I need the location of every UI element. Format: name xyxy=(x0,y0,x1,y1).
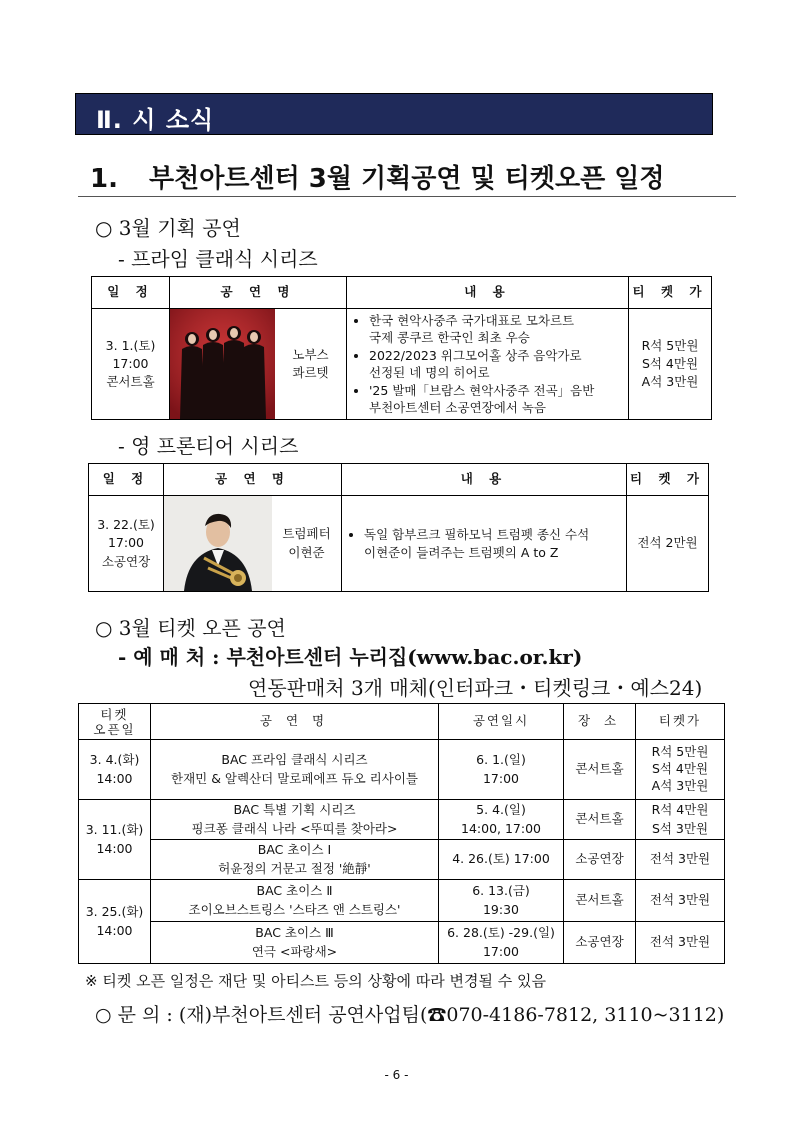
venue: 콘서트홀 xyxy=(564,880,636,922)
page-heading xyxy=(90,158,664,195)
young-frontier-label: - 영 프론티어 시리즈 xyxy=(118,434,299,458)
quartet-photo xyxy=(170,309,275,420)
performer-name: 노부스 콰르텟 xyxy=(275,309,347,420)
col-price: 티 켓 가 xyxy=(629,277,712,309)
table-row xyxy=(79,740,725,800)
ticket-price: 전석 3만원 xyxy=(636,880,725,922)
description-bullet: • 한국 현악사중주 국가대표로 모차르트 국제 콩쿠르 한국인 최초 우승 xyxy=(369,312,622,347)
performance-description xyxy=(342,496,627,592)
prime-series-label: - 프라임 클래식 시리즈 xyxy=(118,247,318,271)
trumpeter-photo xyxy=(164,496,272,592)
table-row xyxy=(79,840,725,880)
page-number: - 6 - xyxy=(384,1068,409,1082)
table-row xyxy=(79,880,725,922)
col-price: 티켓가 xyxy=(636,704,725,740)
col-title: 공 연 명 xyxy=(151,704,439,740)
open-date: 3. 4.(화) 14:00 xyxy=(79,740,151,800)
open-date: 3. 11.(화) 14:00 xyxy=(79,800,151,880)
ticket-price: R석 5만원 S석 4만원 A석 3만원 xyxy=(629,309,712,420)
col-venue: 장 소 xyxy=(564,704,636,740)
performance-datetime: 4. 26.(토) 17:00 xyxy=(439,840,564,880)
vendor-line-2: 연동판매처 3개 매체(인터파크・티켓링크・예스24) xyxy=(248,676,703,700)
col-open-date: 티켓 오픈일 xyxy=(79,704,151,740)
venue: 소공연장 xyxy=(564,922,636,964)
heading-underline xyxy=(78,196,736,197)
vendor-line-1: - 예 매 처 : 부천아트센터 누리집(www.bac.or.kr) xyxy=(118,645,583,669)
young-frontier-table xyxy=(88,463,709,592)
section-banner xyxy=(75,93,713,135)
venue: 콘서트홀 xyxy=(564,800,636,840)
col-performer: 공 연 명 xyxy=(164,464,342,496)
table-row xyxy=(79,800,725,840)
performance-title: BAC 초이스 Ⅱ 조이오브스트링스 '스타즈 앤 스트링스' xyxy=(151,880,439,922)
performance-datetime: 6. 1.(일) 17:00 xyxy=(439,740,564,800)
venue: 콘서트홀 xyxy=(564,740,636,800)
performance-description xyxy=(347,309,629,420)
col-date: 일 정 xyxy=(89,464,164,496)
performance-title: BAC 초이스 Ⅰ 허윤정의 거문고 절정 '絶靜' xyxy=(151,840,439,880)
ticket-open-label: ○ 3월 티켓 오픈 공연 xyxy=(95,616,286,640)
col-content: 내 용 xyxy=(342,464,627,496)
col-perf-date: 공연일시 xyxy=(439,704,564,740)
performer-name: 트럼페터 이현준 xyxy=(272,496,342,592)
performance-date: 3. 22.(토) 17:00 소공연장 xyxy=(89,496,164,592)
performance-datetime: 6. 28.(토) -29.(일) 17:00 xyxy=(439,922,564,964)
description-bullet: • 독일 함부르크 필하모닉 트럼펫 종신 수석 이현준이 들려주는 트럼펫의 A to Z xyxy=(364,526,620,561)
prime-series-table xyxy=(91,276,712,420)
col-performer: 공 연 명 xyxy=(170,277,347,309)
ticket-price: R석 5만원 S석 4만원 A석 3만원 xyxy=(636,740,725,800)
performance-title: BAC 특별 기획 시리즈 핑크퐁 클래식 나라 <뚜띠를 찾아라> xyxy=(151,800,439,840)
ticket-price: R석 4만원 S석 3만원 xyxy=(636,800,725,840)
performance-datetime: 6. 13.(금) 19:30 xyxy=(439,880,564,922)
performance-datetime: 5. 4.(일) 14:00, 17:00 xyxy=(439,800,564,840)
ticket-price: 전석 3만원 xyxy=(636,922,725,964)
march-performances-label: ○ 3월 기획 공연 xyxy=(95,216,241,240)
performance-title: BAC 초이스 Ⅲ 연극 <파랑새> xyxy=(151,922,439,964)
ticket-price: 전석 3만원 xyxy=(636,840,725,880)
section-title: Ⅱ. 시 소식 xyxy=(96,106,215,134)
col-date: 일 정 xyxy=(92,277,170,309)
ticket-open-table xyxy=(78,703,725,964)
performance-date: 3. 1.(토) 17:00 콘서트홀 xyxy=(92,309,170,420)
schedule-change-note: ※ 티켓 오픈 일정은 재단 및 아티스트 등의 상황에 따라 변경될 수 있음 xyxy=(85,972,547,990)
description-bullet: • '25 발매「브람스 현악사중주 전곡」음반 부천아트센터 소공연장에서 녹음 xyxy=(369,382,622,417)
contact-info: ○ 문 의 : (재)부천아트센터 공연사업팀(☎070-4186-7812, 3110~3112) xyxy=(95,1004,725,1026)
table-row xyxy=(79,922,725,964)
col-content: 내 용 xyxy=(347,277,629,309)
venue: 소공연장 xyxy=(564,840,636,880)
open-date: 3. 25.(화) 14:00 xyxy=(79,880,151,964)
performance-title: BAC 프라임 클래식 시리즈 한재민 & 알렉산더 말로페에프 듀오 리사이틀 xyxy=(151,740,439,800)
description-bullet: • 2022/2023 위그모어홀 상주 음악가로 선정된 네 명의 히어로 xyxy=(369,347,622,382)
heading-number: 1. xyxy=(90,164,118,194)
ticket-price: 전석 2만원 xyxy=(627,496,709,592)
heading-text: 부천아트센터 3월 기획공연 및 티켓오픈 일정 xyxy=(149,164,665,194)
col-price: 티 켓 가 xyxy=(627,464,709,496)
